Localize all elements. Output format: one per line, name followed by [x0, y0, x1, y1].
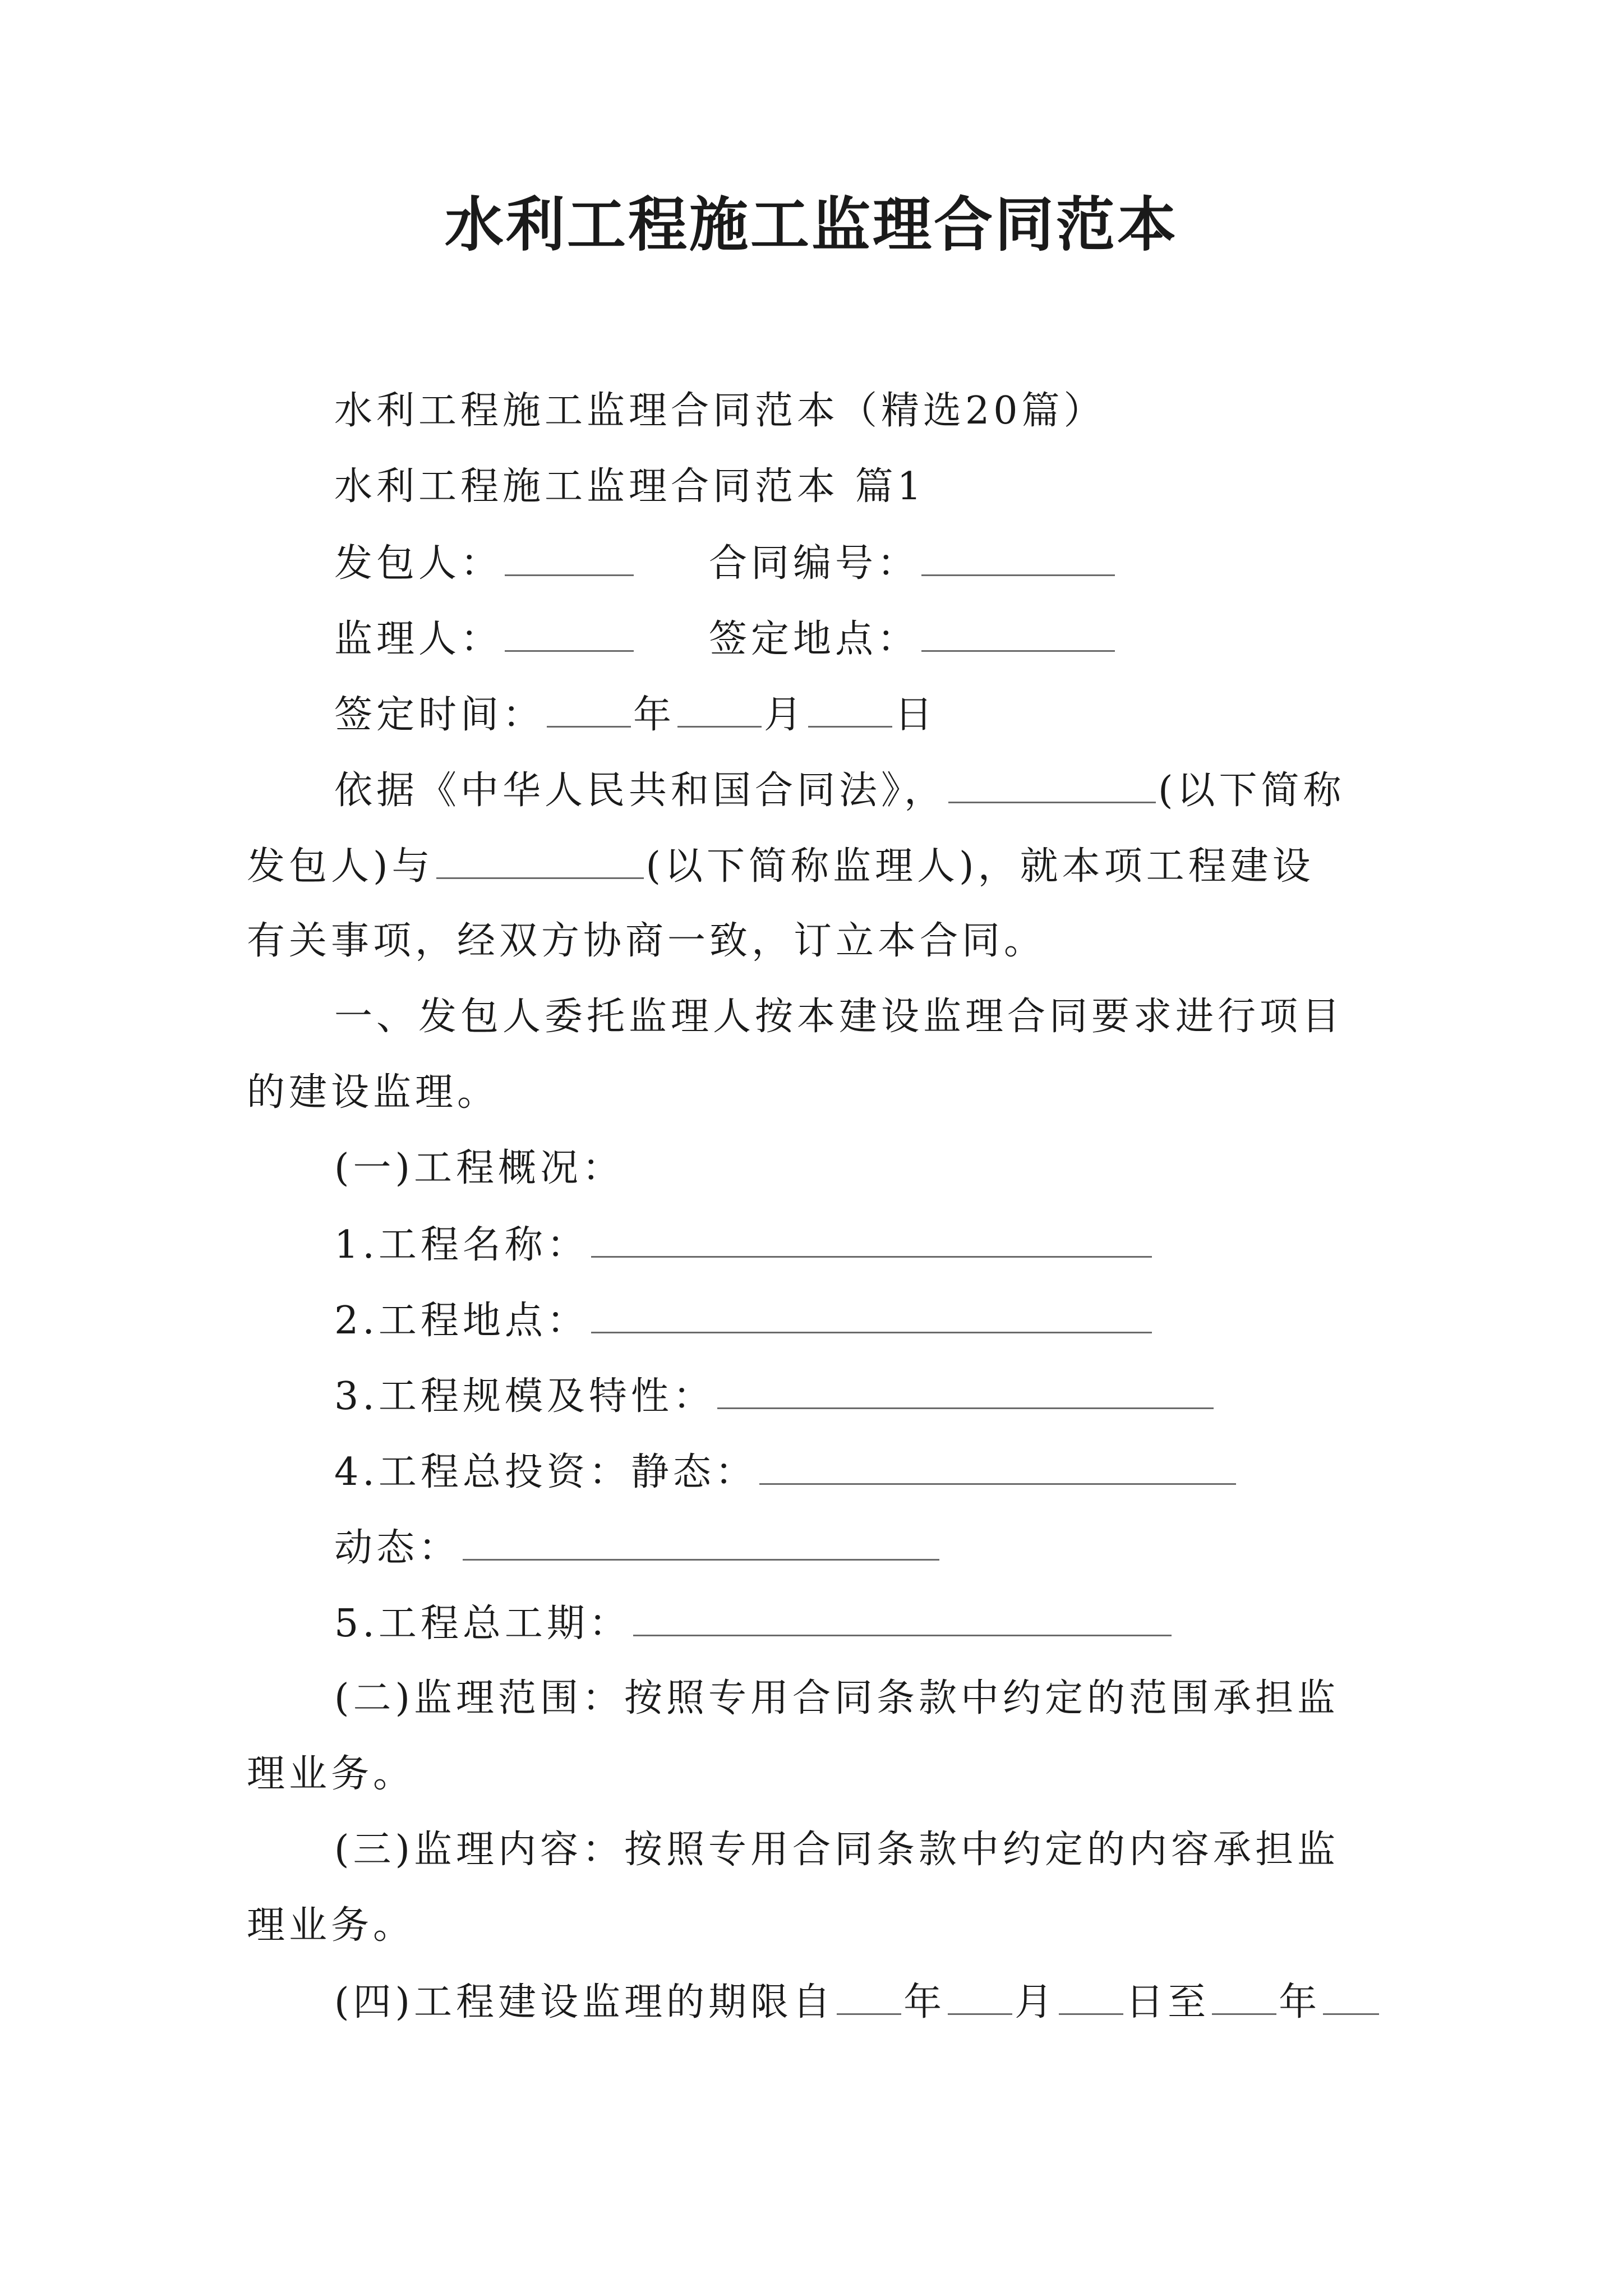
day-label: 日 [895, 693, 937, 737]
item-total-duration [334, 1598, 1478, 1649]
total-duration-blank [633, 1598, 1172, 1636]
contract-no-blank [921, 537, 1115, 576]
period-end-month-blank [1323, 1976, 1379, 2015]
party-a-name-blank [948, 765, 1156, 803]
content-line-1: (三)监理内容：按照专用合同条款中约定的内容承担监 [334, 1828, 1340, 1872]
period-start-month-blank [948, 1976, 1012, 2015]
item1-label: 1.工程名称： [334, 1223, 589, 1267]
overview-heading: (一)工程概况： [334, 1146, 625, 1190]
sign-time-label: 签定时间： [334, 693, 545, 737]
item4-label: 4.工程总投资：静态： [334, 1450, 757, 1494]
item-project-name [334, 1219, 1478, 1271]
supervisor-name-blank [436, 840, 644, 879]
section-heading: 水利工程施工监理合同范本 篇1 [334, 464, 925, 509]
intro-text-1b: (以下简称 [1158, 769, 1345, 813]
sign-time-row [334, 689, 1478, 740]
party-a-label: 发包人： [334, 541, 503, 586]
period-month-label: 月 [1015, 1980, 1057, 2024]
item-investment-static [334, 1446, 1478, 1498]
intro-line-2 [247, 840, 1391, 892]
item-project-location [334, 1295, 1478, 1346]
item-project-scale [334, 1370, 1478, 1422]
item-investment-dynamic [334, 1522, 1478, 1573]
supervisor-place-row [334, 613, 1478, 665]
period-end-year-label: 年 [1279, 1980, 1321, 2024]
document-title: 水利工程施工监理合同范本 [444, 190, 1178, 259]
period-to-label: 日至 [1126, 1980, 1210, 2024]
period-start-year-blank [837, 1976, 901, 2015]
month-blank [677, 689, 762, 728]
intro-line-1 [334, 765, 1391, 816]
project-name-blank [591, 1219, 1152, 1258]
year-label: 年 [633, 693, 676, 737]
year-blank [547, 689, 631, 728]
party-contract-row [334, 537, 1478, 589]
month-label: 月 [764, 693, 806, 737]
intro-text-1a: 依据《中华人民共和国合同法》， [334, 769, 947, 813]
project-location-blank [591, 1295, 1152, 1333]
intro-line-3: 有关事项，经双方协商一致，订立本合同。 [247, 919, 1046, 963]
intro-text-2b: (以下简称监理人)，就本项工程建设 [645, 844, 1315, 889]
sign-place-label: 签定地点： [709, 617, 920, 661]
contract-no-label: 合同编号： [709, 541, 920, 586]
party-a-blank [505, 537, 634, 576]
dynamic-label: 动态： [334, 1526, 461, 1570]
subtitle: 水利工程施工监理合同范本（精选20篇） [334, 389, 1106, 433]
content-line-2: 理业务。 [247, 1903, 416, 1948]
period-year-label: 年 [903, 1980, 946, 2024]
static-investment-blank [759, 1446, 1236, 1485]
dynamic-investment-blank [463, 1522, 939, 1561]
day-blank [808, 689, 892, 728]
item2-label: 2.工程地点： [334, 1299, 589, 1343]
supervisor-label: 监理人： [334, 617, 503, 661]
period-line [334, 1976, 1391, 2028]
project-scale-blank [717, 1370, 1214, 1409]
article-1-line-1: 一、发包人委托监理人按本建设监理合同要求进行项目 [334, 995, 1344, 1039]
scope-line-2: 理业务。 [247, 1752, 416, 1796]
supervisor-blank [505, 613, 634, 652]
item5-label: 5.工程总工期： [334, 1602, 631, 1646]
period-start-day-blank [1059, 1976, 1123, 2015]
period-label: (四)工程建设监理的期限自 [334, 1980, 835, 2024]
intro-text-2a: 发包人)与 [247, 844, 434, 889]
period-end-year-blank [1212, 1976, 1276, 2015]
scope-line-1: (二)监理范围：按照专用合同条款中约定的范围承担监 [334, 1676, 1340, 1720]
item3-label: 3.工程规模及特性： [334, 1374, 715, 1419]
sign-place-blank [921, 613, 1115, 652]
article-1-line-2: 的建设监理。 [247, 1070, 500, 1115]
